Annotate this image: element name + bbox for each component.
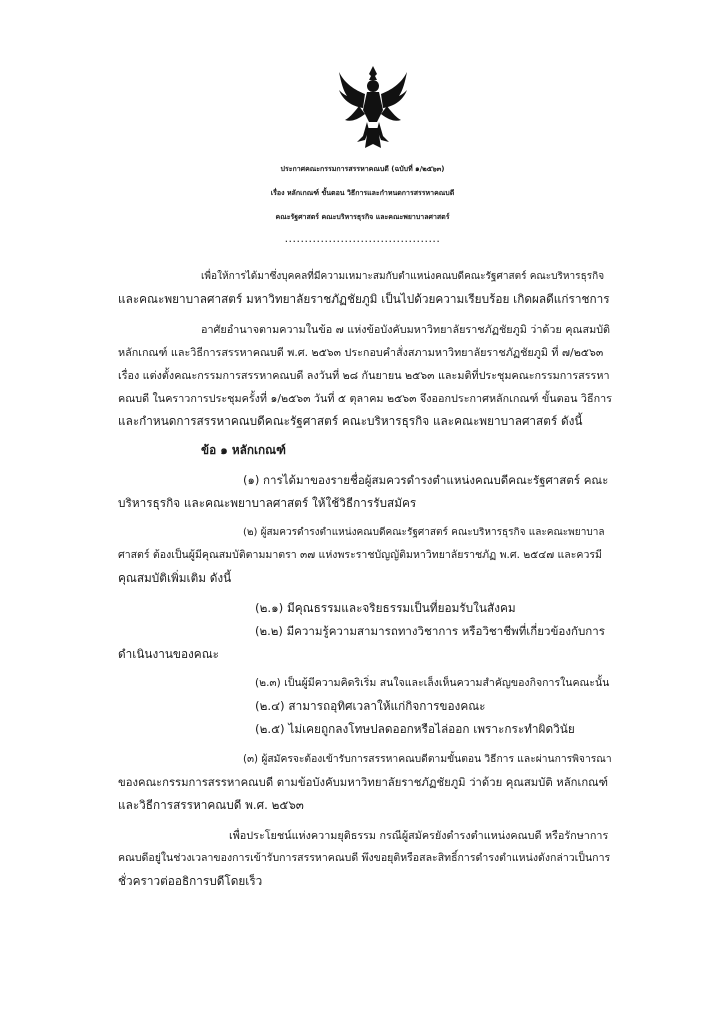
announcement-faculties: คณะรัฐศาสตร์ คณะบริหารธุรกิจ และคณะพยาบาลศาสตร์ — [275, 213, 450, 221]
paragraph-line: ศาสตร์ ต้องเป็นผู้มีคุณสมบัติตามมาตรา ๓๗ แห่งพระราชบัญญัติมหาวิทยาลัยราชภัฏ พ.ศ. ๒๕๔๗ และควรมี — [118, 549, 602, 561]
paragraph-line: คุณสมบัติเพิ่มเติม ดังนี้ — [118, 571, 232, 585]
list-item: (๒.๒) มีความรู้ความสามารถทางวิชาการ หรือวิชาชีพที่เกี่ยวข้องกับการ — [255, 624, 605, 638]
paragraph-line: และคณะพยาบาลศาสตร์ มหาวิทยาลัยราชภัฏชัยภูมิ เป็นไปด้วยความเรียบร้อย เกิดผลดีแก่ราชการ — [118, 292, 610, 306]
paragraph-line: หลักเกณฑ์ และวิธีการสรรหาคณบดี พ.ศ. ๒๕๖๓ ประกอบคำสั่งสภามหาวิทยาลัยราชภัฏชัยภูมิ ที่ ๗/๒๕๖๓ — [118, 346, 604, 359]
paragraph-line: ของคณะกรรมการสรรหาคณบดี ตามข้อบังคับมหาวิทยาลัยราชภัฏชัยภูมิ ว่าด้วย คุณสมบัติ หลักเกณฑ์ — [118, 776, 609, 789]
paragraph-line: คณบดีอยู่ในช่วงเวลาของการเข้ารับการสรรหาคณบดี พึงขอยุติหรือสละสิทธิ์การดำรงตำแหน่งดังกล่าวเป็นการ — [118, 852, 611, 864]
list-item: (๒.๓) เป็นผู้มีความคิดริเริ่ม สนใจและเล็งเห็นความสำคัญของกิจการในคณะนั้น — [255, 677, 610, 689]
list-item: (๒.๔) สามารถอุทิศเวลาให้แก่กิจการของคณะ — [255, 699, 486, 713]
paragraph-line: เพื่อประโยชน์แห่งความยุติธรรม กรณีผู้สมัครยังดำรงตำแหน่งคณบดี หรือรักษาการ — [229, 829, 609, 842]
paragraph-line: เรื่อง แต่งตั้งคณะกรรมการสรรหาคณบดี ลงวันที่ ๒๘ กันยายน ๒๕๖๓ และมติที่ประชุมคณะกรรมการสรรหา — [118, 369, 610, 382]
paragraph-line: (๑) การได้มาของรายชื่อผู้สมควรดำรงตำแหน่งคณบดีคณะรัฐศาสตร์ คณะ — [243, 473, 609, 487]
header-separator: ....................................... — [284, 232, 441, 245]
garuda-emblem-icon — [337, 64, 409, 152]
section-heading: ข้อ ๑ หลักเกณฑ์ — [201, 443, 286, 457]
paragraph-line: อาศัยอำนาจตามความในข้อ ๗ แห่งข้อบังคับมหาวิทยาลัยราชภัฏชัยภูมิ ว่าด้วย คุณสมบัติ — [201, 323, 611, 336]
paragraph-line: และกำหนดการสรรหาคณบดีคณะรัฐศาสตร์ คณะบริหารธุรกิจ และคณะพยาบาลศาสตร์ ดังนี้ — [118, 414, 583, 428]
announcement-title: ประกาศคณะกรรมการสรรหาคณบดี (ฉบับที่ ๑/๒๕๖๓) — [280, 165, 445, 173]
paragraph-line: ดำเนินงานของคณะ — [118, 647, 219, 661]
paragraph-line: (๒) ผู้สมควรดำรงตำแหน่งคณบดีคณะรัฐศาสตร์ คณะบริหารธุรกิจ และคณะพยาบาล — [243, 527, 605, 538]
list-item: (๒.๑) มีคุณธรรมและจริยธรรมเป็นที่ยอมรับในสังคม — [255, 601, 516, 615]
paragraph-line: ชั่วคราวต่ออธิการบดีโดยเร็ว — [118, 874, 263, 888]
list-item: (๒.๕) ไม่เคยถูกลงโทษปลดออกหรือไล่ออก เพราะกระทำผิดวินัย — [255, 722, 575, 736]
paragraph-line: เพื่อให้การได้มาซึ่งบุคคลที่มีความเหมาะสมกับตำแหน่งคณบดีคณะรัฐศาสตร์ คณะบริหารธุรกิจ — [201, 271, 605, 282]
announcement-subject: เรื่อง หลักเกณฑ์ ขั้นตอน วิธีการและกำหนดการสรรหาคณบดี — [270, 189, 455, 197]
paragraph-line: และวิธีการสรรหาคณบดี พ.ศ. ๒๕๖๓ — [118, 798, 304, 812]
paragraph-line: บริหารธุรกิจ และคณะพยาบาลศาสตร์ ให้ใช้วิธีการรับสมัคร — [118, 496, 417, 510]
paragraph-line: (๓) ผู้สมัครจะต้องเข้ารับการสรรหาคณบดีตามขั้นตอน วิธีการ และผ่านการพิจารณา — [243, 753, 612, 765]
paragraph-line: คณบดี ในคราวการประชุมครั้งที่ ๑/๒๕๖๓ วันที่ ๕ ตุลาคม ๒๕๖๓ จึงออกประกาศหลักเกณฑ์ ขั้นตอน วิธีการ — [118, 392, 612, 405]
